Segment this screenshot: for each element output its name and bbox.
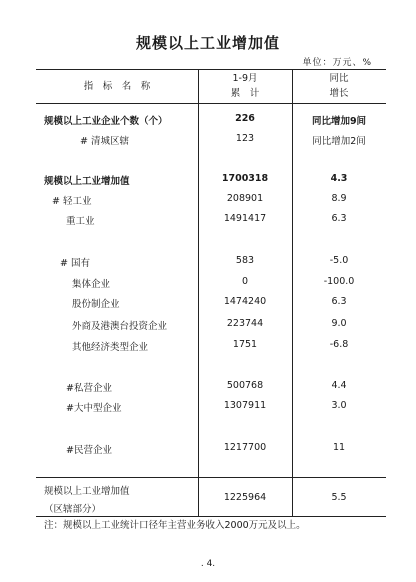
page-title: 规模以上工业增加值 — [135, 34, 280, 52]
row-value: 1225964 — [223, 492, 267, 503]
row-label: #私营企业 — [66, 383, 112, 394]
footnote: 注：规模以上工业统计口径年主营业务收入2000万元及以上。 — [44, 520, 306, 531]
table-row — [36, 193, 386, 209]
row-value: 223744 — [226, 318, 264, 329]
row-value: 0 — [241, 276, 249, 287]
row-growth: 6.3 — [331, 296, 347, 307]
table-row — [36, 133, 386, 149]
table-row — [36, 113, 386, 129]
header-cumulative — [198, 71, 292, 101]
table-row — [36, 442, 386, 458]
row-growth: 11 — [332, 442, 346, 453]
row-growth: 4.3 — [330, 173, 348, 184]
table-row — [36, 318, 386, 334]
row-growth: 3.0 — [331, 400, 347, 411]
row-growth: 9.0 — [331, 318, 347, 329]
row-value: 500768 — [226, 380, 264, 391]
table-row — [36, 380, 386, 396]
row-value: 208901 — [226, 193, 264, 204]
row-label: 其他经济类型企业 — [72, 342, 149, 353]
row-label: 集体企业 — [72, 279, 111, 290]
row-label: # 轻工业 — [52, 196, 92, 207]
row-growth: -100.0 — [323, 276, 355, 287]
unit-label: 单位：万元、% — [302, 58, 372, 68]
row-growth: -5.0 — [329, 255, 349, 266]
row-label: #大中型企业 — [66, 403, 122, 414]
row-value: 226 — [235, 113, 255, 124]
table-row — [36, 173, 386, 189]
table-row — [36, 276, 386, 292]
row-growth: 5.5 — [331, 492, 347, 503]
row-label: 规模以上工业增加值 — [44, 176, 130, 187]
row-label: 重工业 — [66, 216, 95, 227]
page-number: . 4. — [200, 559, 216, 569]
row-label: # 国有 — [60, 258, 90, 269]
table-row — [36, 213, 386, 229]
header-cumulative-line1: 1-9月 — [232, 73, 258, 84]
row-label-line1: 规模以上工业增加值 — [44, 486, 130, 497]
row-growth: 同比增加9间 — [311, 116, 367, 127]
row-value: 1491417 — [223, 213, 267, 224]
last-row-top-border — [36, 477, 386, 478]
header-yoy-growth — [292, 71, 386, 101]
table-row — [36, 255, 386, 271]
row-growth: -6.8 — [329, 339, 349, 350]
row-value: 1217700 — [223, 442, 267, 453]
row-value: 1474240 — [223, 296, 267, 307]
row-value: 1751 — [232, 339, 258, 350]
row-value: 1700318 — [221, 173, 269, 184]
row-growth: 4.4 — [331, 380, 347, 391]
header-growth-line2: 增长 — [329, 88, 349, 99]
row-value: 1307911 — [223, 400, 267, 411]
row-growth: 8.9 — [331, 193, 347, 204]
row-growth: 6.3 — [331, 213, 347, 224]
row-label: 股份制企业 — [72, 299, 120, 310]
header-indicator-name: 指 标 名 称 — [83, 81, 151, 92]
row-value: 123 — [235, 133, 255, 144]
table-row — [36, 339, 386, 355]
row-growth: 同比增加2间 — [312, 136, 366, 147]
row-label-line2: （区辖部分） — [44, 504, 102, 515]
table-row — [36, 400, 386, 416]
row-value: 583 — [235, 255, 255, 266]
table-row-district-portion — [36, 483, 386, 513]
header-growth-line1: 同比 — [329, 73, 349, 84]
header-cumulative-line2: 累 计 — [230, 88, 260, 99]
row-label: 外商及港澳台投资企业 — [72, 321, 168, 332]
table-top-border — [36, 69, 386, 70]
row-label: 规模以上工业企业个数（个） — [44, 116, 168, 127]
row-label: # 清城区辖 — [80, 136, 129, 147]
row-label: #民营企业 — [66, 445, 112, 456]
table-row — [36, 296, 386, 312]
header-bottom-border — [36, 103, 386, 104]
